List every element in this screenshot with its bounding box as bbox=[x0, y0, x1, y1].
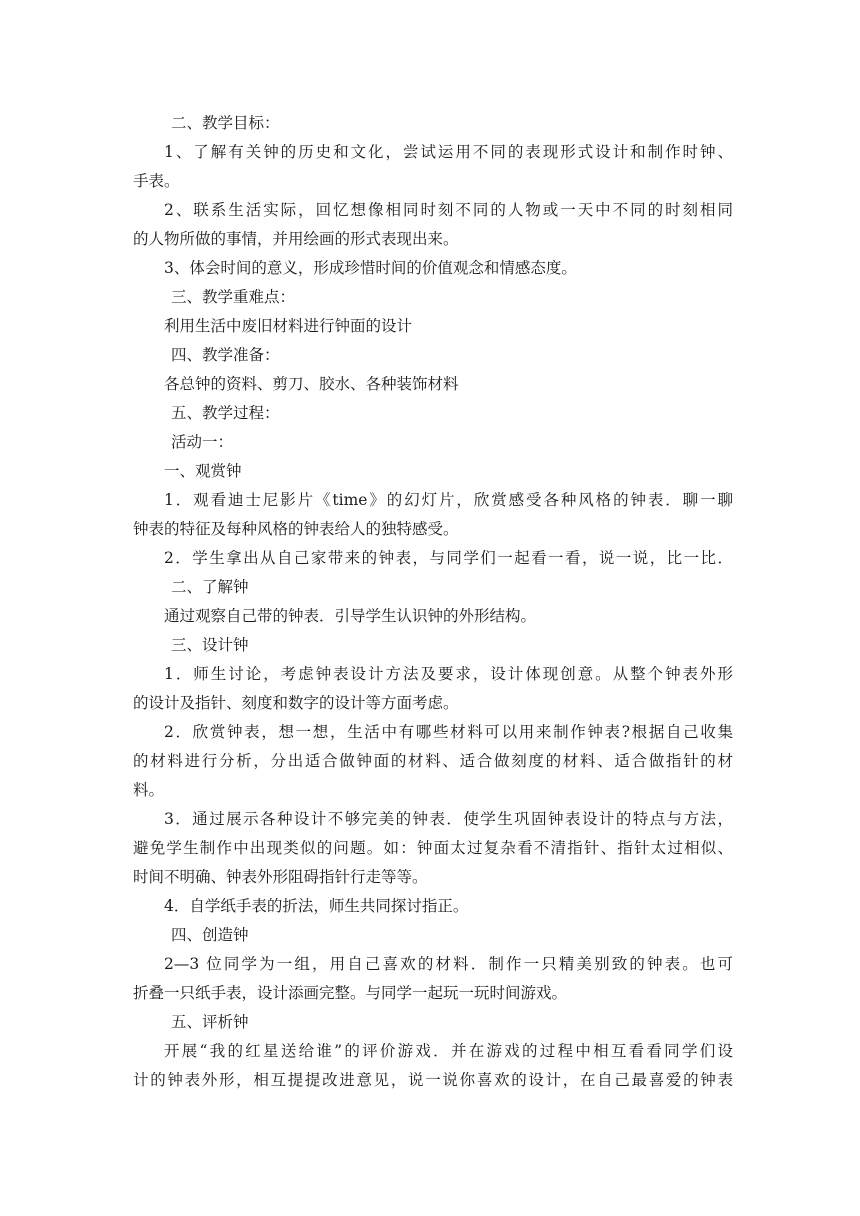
paragraph-line: 的设计及指针、刻度和数字的设计等方面考虑。 bbox=[133, 694, 459, 712]
paragraph-line: 时间不明确、钟表外形阻碍指针行走等等。 bbox=[133, 868, 428, 886]
paragraph-line: 开展“我的红星送给谁”的评价游戏．并在游戏的过程中相互看看同学们设 bbox=[164, 1042, 733, 1060]
paragraph-line: 手表。 bbox=[133, 172, 180, 190]
paragraph-line: 4．自学纸手表的折法，师生共同探讨指正。 bbox=[164, 897, 469, 915]
paragraph-line: 1．观看迪士尼影片《time》的幻灯片，欣赏感受各种风格的钟表．聊一聊 bbox=[164, 491, 733, 509]
subsection-heading: 三、设计钟 bbox=[171, 636, 249, 654]
paragraph-line: 2—3 位同学为一组，用自己喜欢的材料．制作一只精美别致的钟表。也可 bbox=[164, 955, 733, 973]
paragraph-line: 2．欣赏钟表，想一想，生活中有哪些材料可以用来制作钟表?根据自己收集 bbox=[164, 723, 733, 741]
paragraph-line: 3．通过展示各种设计不够完美的钟表．使学生巩固钟表设计的特点与方法， bbox=[164, 810, 733, 828]
paragraph-line: 2、联系生活实际，回忆想像相同时刻不同的人物或一天中不同的时刻相同 bbox=[164, 201, 733, 219]
paragraph-line: 料。 bbox=[133, 781, 165, 799]
paragraph-line: 利用生活中废旧材料进行钟面的设计 bbox=[164, 317, 413, 335]
paragraph-line: 折叠一只纸手表，设计添画完整。与同学一起玩一玩时间游戏。 bbox=[133, 984, 568, 1002]
paragraph-line: 的材料进行分析，分出适合做钟面的材料、适合做刻度的材料、适合做指针的材 bbox=[133, 752, 733, 770]
section-heading: 四、教学准备： bbox=[171, 346, 280, 364]
subsection-heading: 五、评析钟 bbox=[171, 1013, 249, 1031]
paragraph-line: 3、体会时间的意义，形成珍惜时间的价值观念和情感态度。 bbox=[164, 259, 577, 277]
paragraph-line: 钟表的特征及每种风格的钟表给人的独特感受。 bbox=[133, 520, 459, 538]
paragraph-line: 各总钟的资料、剪刀、胶水、各种装饰材料 bbox=[164, 375, 459, 393]
paragraph-line: 避免学生制作中出现类似的问题。如：钟面太过复杂看不清指针、指针太过相似、 bbox=[133, 839, 733, 857]
subsection-heading: 四、创造钟 bbox=[171, 926, 249, 944]
section-heading: 二、教学目标： bbox=[171, 114, 280, 132]
section-heading: 三、教学重难点： bbox=[171, 288, 296, 306]
paragraph-line: 计的钟表外形，相互提提改进意见，说一说你喜欢的设计，在自己最喜爱的钟表 bbox=[133, 1071, 733, 1089]
paragraph-line: 2．学生拿出从自己家带来的钟表，与同学们一起看一看，说一说，比一比． bbox=[164, 549, 733, 567]
document-body bbox=[133, 109, 733, 1095]
subsection-heading: 一、观赏钟 bbox=[164, 462, 242, 480]
activity-heading: 活动一： bbox=[171, 433, 234, 451]
subsection-heading: 二、了解钟 bbox=[171, 578, 249, 596]
paragraph-line: 1．师生讨论，考虑钟表设计方法及要求，设计体现创意。从整个钟表外形 bbox=[164, 665, 733, 683]
section-heading: 五、教学过程： bbox=[171, 404, 280, 422]
paragraph-line: 的人物所做的事情，并用绘画的形式表现出来。 bbox=[133, 230, 459, 248]
paragraph-line: 1、了解有关钟的历史和文化，尝试运用不同的表现形式设计和制作时钟、 bbox=[164, 143, 733, 161]
paragraph-line: 通过观察自己带的钟表．引导学生认识钟的外形结构。 bbox=[164, 607, 537, 625]
